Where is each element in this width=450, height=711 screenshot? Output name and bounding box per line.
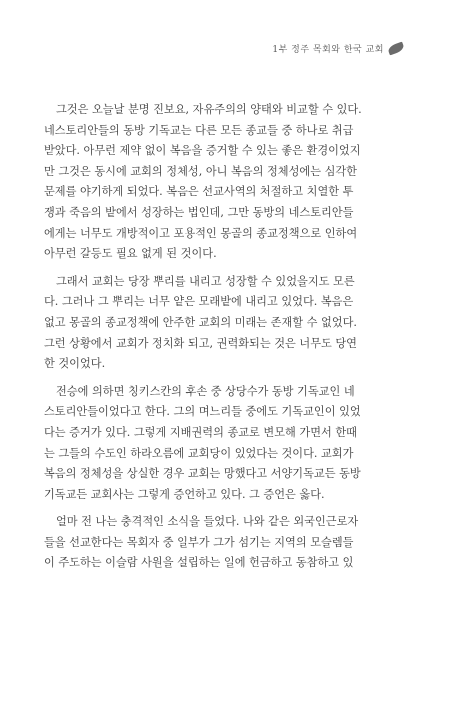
- text-line: 쟁과 죽음의 밭에서 성장하는 법인데, 그만 동방의 네스토리안들: [44, 205, 354, 219]
- text-line: 그런 상황에서 교회가 정치화 되고, 권력화되는 것은 너무도 당연: [44, 336, 357, 350]
- text-line: 없고 몽골의 종교정책에 안주한 교회의 미래는 존재할 수 없었다.: [44, 315, 357, 329]
- text-line: 네스토리안들의 동방 기독교는 다른 모든 종교들 중 하나로 취급: [44, 123, 354, 137]
- text-line: 만 그것은 동시에 교회의 정체성, 아니 복음의 정체성에는 심각한: [44, 164, 357, 178]
- text-line: 얼마 전 나는 충격적인 소식을 들었다. 나와 같은 외국인근로자: [56, 515, 359, 529]
- text-line: 들을 선교한다는 목회자 중 일부가 그가 섬기는 지역의 모슬렘들: [44, 535, 354, 549]
- running-title: 1부 정주 목회와 한국 교회: [272, 45, 384, 55]
- text-line: 그래서 교회는 당장 뿌리를 내리고 성장할 수 있었을지도 모른: [56, 274, 355, 288]
- text-line: 스토리안들이었다고 한다. 그의 며느리들 중에도 기독교인이 있었: [44, 405, 361, 419]
- text-line: 아무런 갈등도 필요 없게 된 것이다.: [44, 247, 217, 261]
- running-header: [272, 42, 404, 55]
- paragraph: [44, 382, 406, 506]
- feather-icon: [387, 42, 405, 56]
- text-line: 는 그들의 수도인 하라오름에 교회당이 있었다는 것이다. 교회가: [44, 446, 354, 460]
- text-line: 전승에 의하면 칭키스칸의 후손 중 상당수가 동방 기독교인 네: [56, 384, 355, 398]
- text-line: 문제를 야기하게 되었다. 복음은 선교사역의 처절하고 치열한 투: [44, 185, 354, 199]
- text-line: 에게는 너무도 개방적이고 포용적인 몽골의 종교정책으로 인하여: [44, 226, 358, 240]
- text-line: 그것은 오늘날 분명 진보요, 자유주의의 양태와 비교할 수 있다.: [56, 103, 362, 116]
- text-line: 다는 증거가 있다. 그렇게 지배권력의 종교로 변모해 가면서 한때: [44, 425, 357, 439]
- text-line: 기독교든 교회사는 그렇게 증언하고 있다. 그 증언은 옳다.: [44, 487, 325, 501]
- paragraph: [44, 272, 406, 375]
- text-line: 받았다. 아무런 제약 없이 복음을 증거할 수 있는 좋은 환경이었지: [44, 144, 361, 158]
- text-line: 한 것이었다.: [44, 357, 106, 371]
- body-text: [44, 100, 406, 581]
- paragraph: [44, 100, 406, 265]
- text-line: 다. 그러나 그 뿌리는 너무 얕은 모래밭에 내리고 있었다. 복음은: [44, 295, 354, 309]
- paragraph: [44, 512, 406, 574]
- text-line: 복음의 정체성을 상실한 경우 교회는 망했다고 서양기독교든 동방: [44, 467, 361, 481]
- text-line: 이 주도하는 이슬람 사원을 설립하는 일에 헌금하고 동참하고 있: [44, 556, 354, 570]
